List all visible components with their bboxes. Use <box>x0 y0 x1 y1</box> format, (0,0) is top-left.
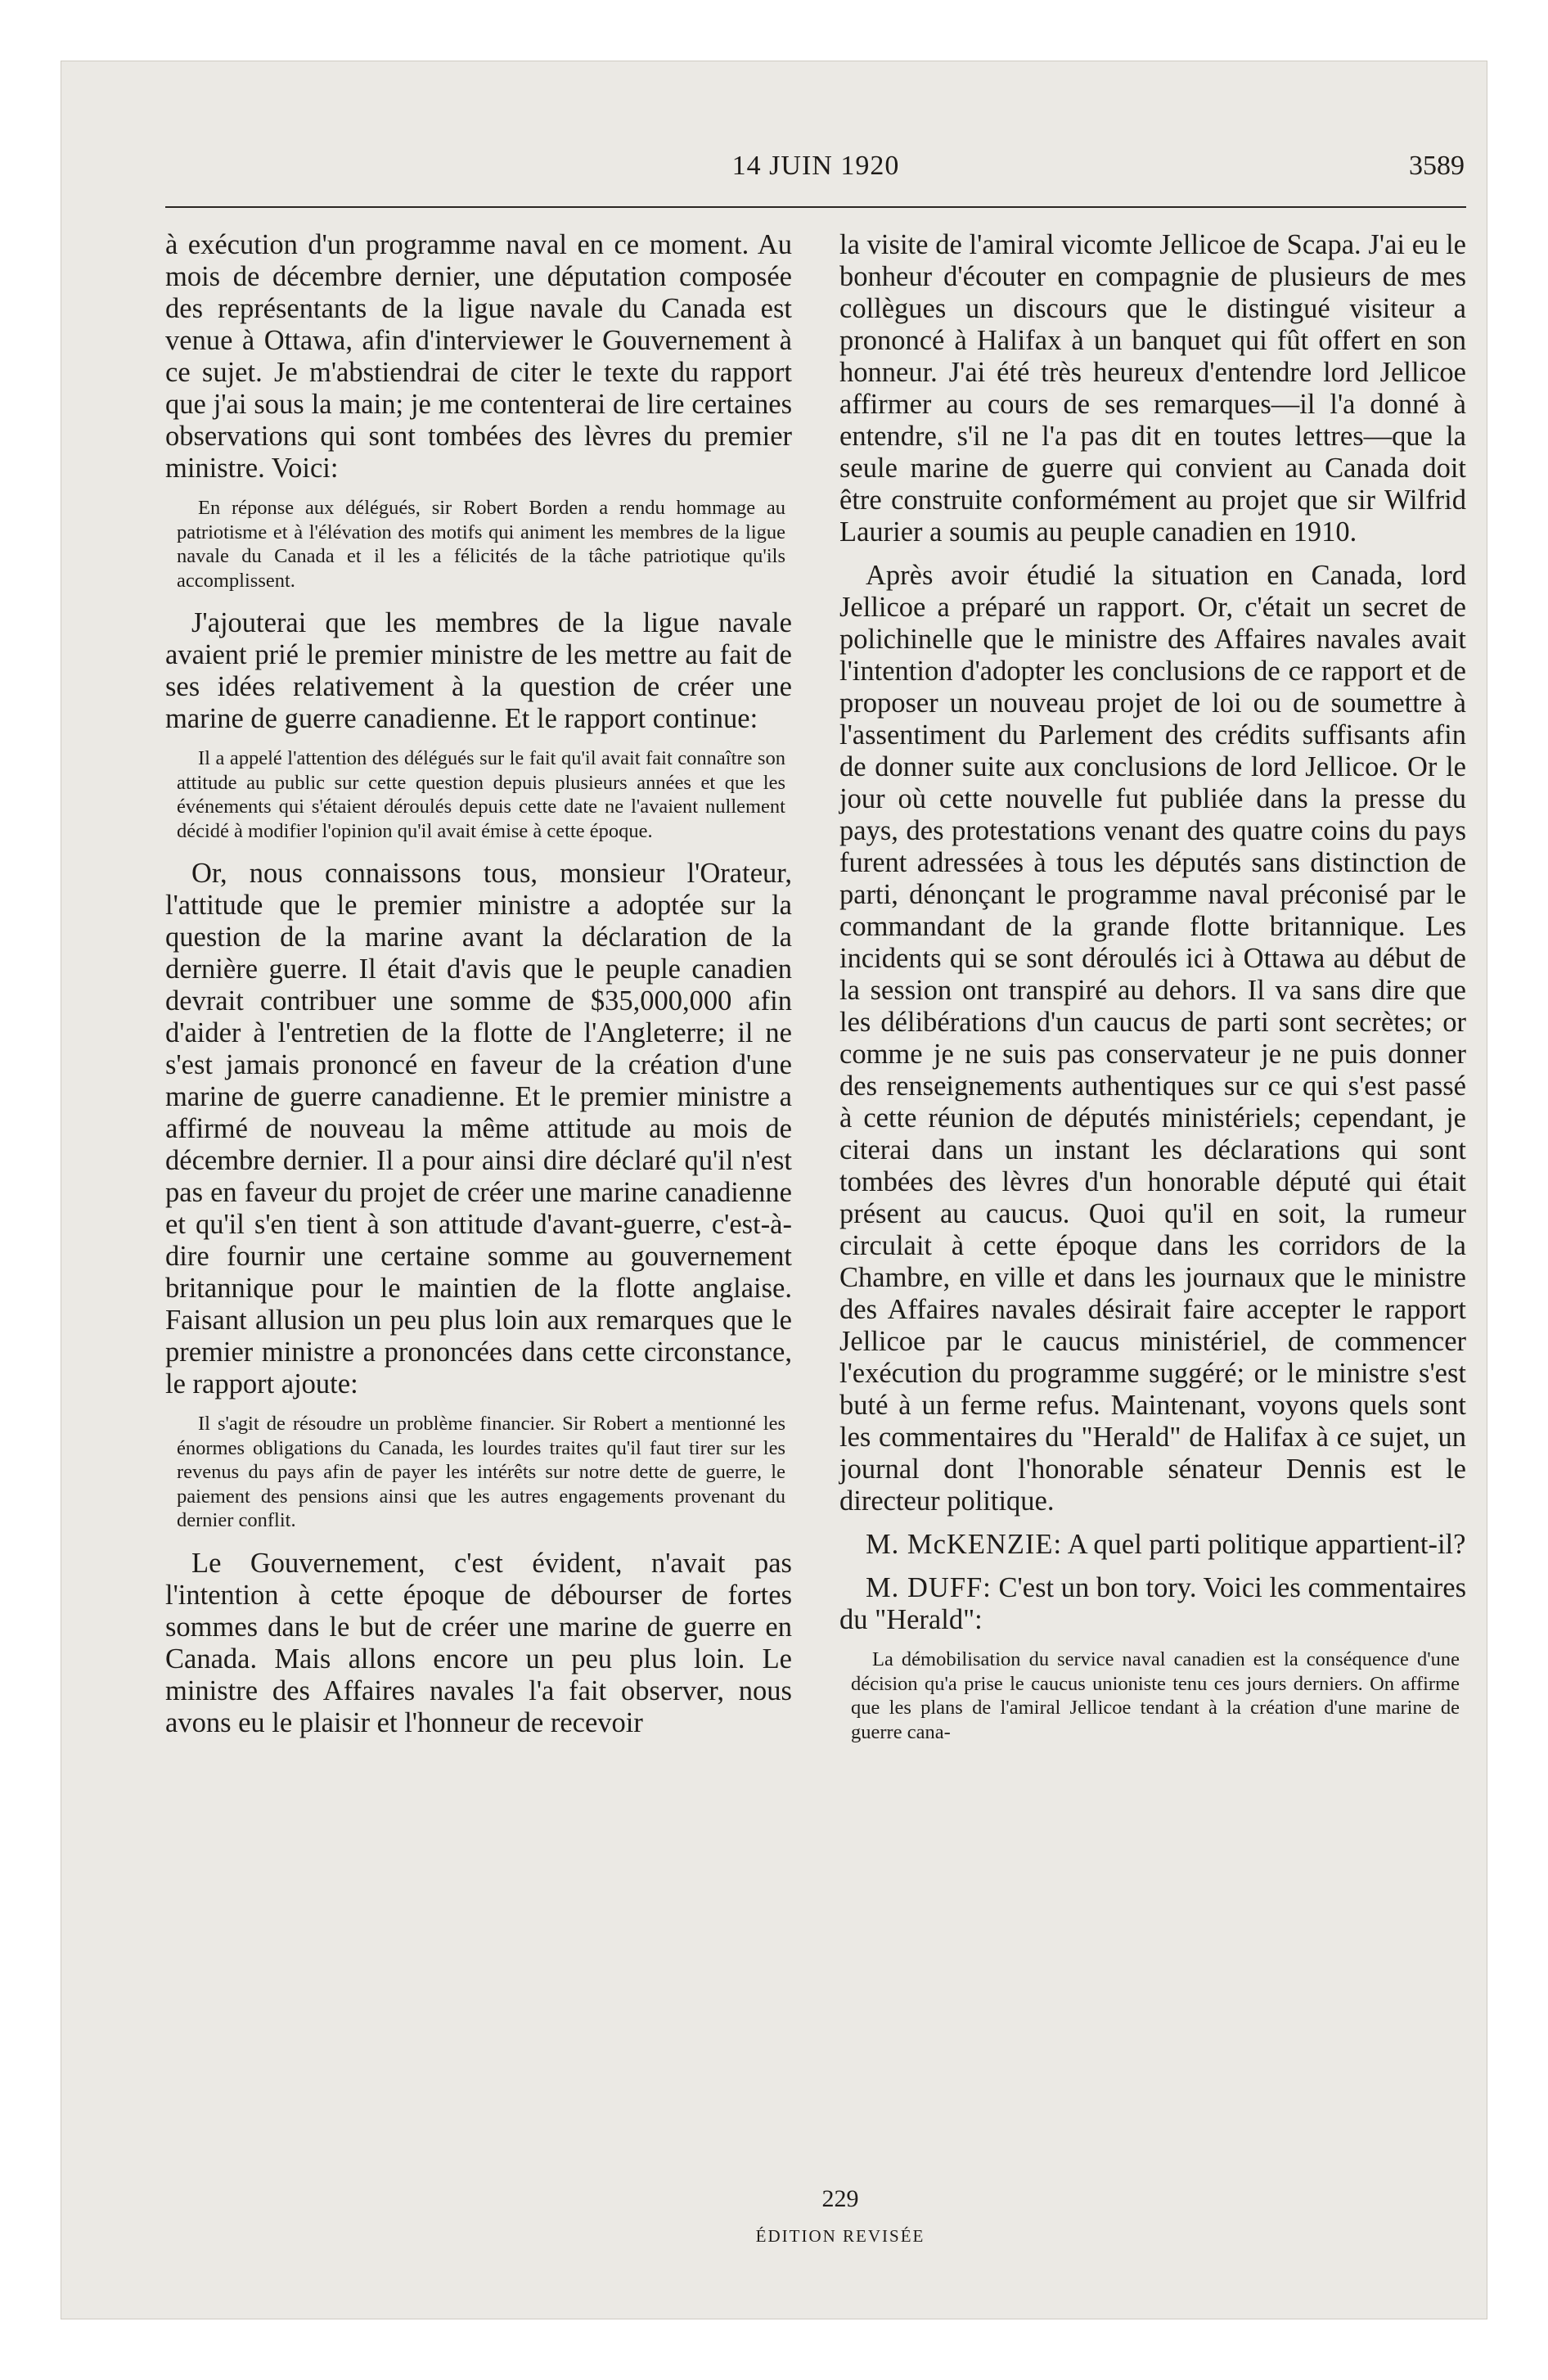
paragraph: à exécution d'un programme naval en ce moment. Au mois de décembre dernier, une députation composée des représentants de la ligue navale du Canada est venue à Ottawa, afin d'interviewer le Gouvernement à ce sujet. Je m'abstiendrai de citer le texte du rapport que j'ai sous la main; je me contenterai de lire certaines observations qui sont tombées des lèvres du premier ministre. Voici: <box>165 229 792 484</box>
speaker-name: M. DUFF: <box>866 1572 992 1603</box>
quotation: La démobilisation du service naval canadien est la conséquence d'une décision qu'a prise le caucus unioniste tenu ces jours derniers. On affirme que les plans de l'amiral Jellicoe tendant à la création d'une marine de guerre cana- <box>851 1648 1460 1743</box>
paragraph: Le Gouvernement, c'est évident, n'avait pas l'intention à cette époque de débourser de fortes sommes dans le but de créer une marine de guerre en Canada. Mais allons encore un peu plus loin. Le ministre des Affaires navales l'a fait observer, nous avons eu le plaisir et l'honneur de recevoir <box>165 1547 792 1738</box>
speaker-paragraph <box>839 1529 1466 1561</box>
quotation: Il s'agit de résoudre un problème financier. Sir Robert a mentionné les énormes obligations du Canada, les lourdes traites qu'il faut tirer sur les revenus du pays afin de payer les intérêts sur notre dette de guerre, le paiement des pensions ainsi que les autres engagements provenant du dernier conflit. <box>177 1413 785 1531</box>
left-column <box>165 229 792 1751</box>
right-column <box>839 229 1466 1759</box>
document-page <box>61 61 1487 2319</box>
speaker-text: A quel parti politique appartient-il? <box>1062 1529 1466 1560</box>
speaker-text: C'est un bon tory. Voici les commentaires du "Herald": <box>839 1572 1466 1635</box>
paragraph: J'ajouterai que les membres de la ligue navale avaient prié le premier ministre de les mettre au fait de ses idées relativement à la question de créer une marine de guerre canadienne. Et le rapport continue: <box>165 607 792 734</box>
speaker-paragraph <box>839 1572 1466 1636</box>
paragraph: Or, nous connaissons tous, monsieur l'Orateur, l'attitude que le premier ministre a adoptée sur la question de la marine avant la déclaration de la dernière guerre. Il était d'avis que le peuple canadien devrait contribuer une somme de $35,000,000 afin d'aider à l'entretien de la flotte de l'Angleterre; il ne s'est jamais prononcé en faveur de la création d'une marine de guerre canadienne. Et le premier ministre a affirmé de nouveau la même attitude au mois de décembre dernier. Il a pour ainsi dire déclaré qu'il n'est pas en faveur du projet de créer une marine canadienne et qu'il s'en tient à son attitude d'avant-guerre, c'est-à-dire fournir une certaine somme au gouvernement britannique pour le maintien de la flotte anglaise. Faisant allusion un peu plus loin aux remarques que le premier ministre a prononcées dans cette circonstance, le rapport ajoute: <box>165 858 792 1400</box>
speaker-name: M. McKENZIE: <box>866 1529 1063 1560</box>
header-page-number: 3589 <box>1409 151 1465 181</box>
quotation: En réponse aux délégués, sir Robert Borden a rendu hommage au patriotisme et à l'élévation des motifs qui animent les membres de la ligue navale du Canada et il les a félicités de la tâche patriotique qu'ils accomplissent. <box>177 497 785 592</box>
footer-edition: ÉDITION REVISÉE <box>755 2226 925 2246</box>
text-columns <box>165 61 1466 2270</box>
paragraph: la visite de l'amiral vicomte Jellicoe de Scapa. J'ai eu le bonheur d'écouter en compagnie de plusieurs de mes collègues un discours que le distingué visiteur a prononcé à Halifax à un banquet qui fût offert en son honneur. J'ai été très heureux d'entendre lord Jellicoe affirmer au cours de ses remarques—il l'a donné à entendre, s'il ne l'a pas dit en toutes lettres—que la seule marine de guerre qui convient au Canada doit être construite conformément au projet que sir Wilfrid Laurier a soumis au peuple canadien en 1910. <box>839 229 1466 548</box>
header-date: 14 JUIN 1920 <box>731 151 900 181</box>
footer-page-number: 229 <box>821 2185 859 2212</box>
paragraph: Après avoir étudié la situation en Canada, lord Jellicoe a préparé un rapport. Or, c'était un secret de polichinelle que le ministre des Affaires navales avait l'intention d'adopter les conclusions de ce rapport et de proposer un nouveau projet de loi ou de soumettre à l'assentiment du Parlement des crédits suffisants afin de donner suite aux conclusions de lord Jellicoe. Or le jour où cette nouvelle fut publiée dans la presse du pays, des protestations venant des quatre coins du pays furent adressées à tous les députés sans distinction de parti, dénonçant le programme naval préconisé par le commandant de la grande flotte britannique. Les incidents qui se sont déroulés ici à Ottawa au début de la session ont transpiré au dehors. Il va sans dire que les délibérations d'un caucus de parti sont secrètes; or comme je ne suis pas conservateur je ne puis donner des renseignements authentiques sur ce qui s'est passé à cette réunion de députés ministériels; cependant, je citerai dans un instant les déclarations qui sont tombées des lèvres d'un honorable député qui était présent au caucus. Quoi qu'il en soit, la rumeur circulait à cette époque dans les corridors de la Chambre, en ville et dans les journaux que le ministre des Affaires navales désirait faire accepter le rapport Jellicoe par le caucus ministériel, de commencer l'exécution du programme suggéré; or le ministre s'est buté à un ferme refus. Maintenant, voyons quels sont les commentaires du "Herald" de Halifax à ce sujet, un journal dont l'honorable sénateur Dennis est le directeur politique. <box>839 560 1466 1517</box>
quotation: Il a appelé l'attention des délégués sur le fait qu'il avait fait connaître son attitude au public sur cette question depuis plusieurs années et que les événements qui s'étaient déroulés depuis cette date ne l'avaient nullement décidé à modifier l'opinion qu'il avait émise à cette époque. <box>177 747 785 842</box>
